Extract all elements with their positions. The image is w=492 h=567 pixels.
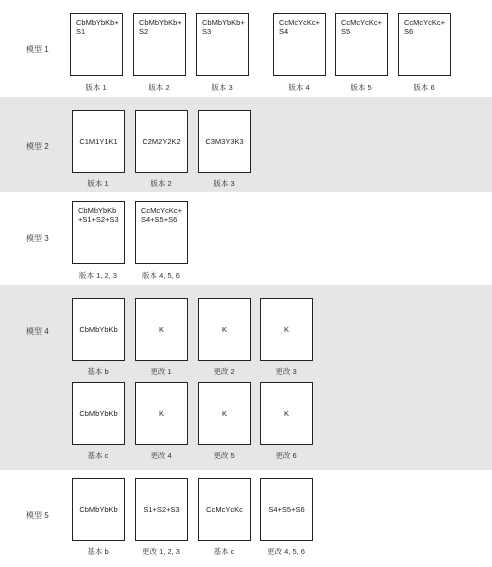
box-caption: 版本 3: [213, 179, 235, 188]
diagram-box: K: [135, 382, 188, 445]
box-caption: 更改 5: [213, 451, 235, 460]
diagram-box: CbMbYbKb: [72, 298, 125, 361]
row-label-model-3: 模型 3: [26, 234, 49, 243]
box-caption: 版本 4: [288, 83, 310, 92]
box-caption: 更改 4: [150, 451, 172, 460]
box-caption: 版本 4, 5, 6: [142, 271, 180, 280]
box-caption: 基本 b: [87, 367, 109, 376]
diagram-box: K: [198, 298, 251, 361]
diagram-box: K: [260, 382, 313, 445]
box-caption: 更改 3: [275, 367, 297, 376]
diagram-box: S1+S2+S3: [135, 478, 188, 541]
box-caption: 更改 1: [150, 367, 172, 376]
box-caption: 更改 4, 5, 6: [267, 547, 305, 556]
diagram-box: CcMcYcKc+ S4+S5+S6: [135, 201, 188, 264]
box-caption: 基本 c: [213, 547, 235, 556]
diagram-box: K: [135, 298, 188, 361]
diagram-box: K: [198, 382, 251, 445]
box-caption: 版本 1: [87, 179, 109, 188]
diagram-box: CcMcYcKc+ S5: [335, 13, 388, 76]
box-caption: 版本 1, 2, 3: [79, 271, 117, 280]
diagram-box: C3M3Y3K3: [198, 110, 251, 173]
diagram-box: CbMbYbKb: [72, 478, 125, 541]
box-caption: 更改 2: [213, 367, 235, 376]
diagram-box: CbMbYbKb+ S1: [70, 13, 123, 76]
diagram-box: CbMbYbKb+ S3: [196, 13, 249, 76]
diagram-box: S4+S5+S6: [260, 478, 313, 541]
box-caption: 版本 5: [350, 83, 372, 92]
box-caption: 版本 1: [85, 83, 107, 92]
row-label-model-5: 模型 5: [26, 511, 49, 520]
diagram-box: CbMbYbKb+ S2: [133, 13, 186, 76]
box-caption: 基本 b: [87, 547, 109, 556]
diagram-box: CbMbYbKb +S1+S2+S3: [72, 201, 125, 264]
diagram-box: K: [260, 298, 313, 361]
row-label-model-4: 模型 4: [26, 327, 49, 336]
box-caption: 更改 1, 2, 3: [142, 547, 180, 556]
diagram-box: CcMcYcKc+ S4: [273, 13, 326, 76]
diagram-box: CcMcYcKc: [198, 478, 251, 541]
diagram-box: C1M1Y1K1: [72, 110, 125, 173]
row-label-model-2: 模型 2: [26, 142, 49, 151]
box-caption: 版本 6: [413, 83, 435, 92]
diagram-box: CcMcYcKc+ S6: [398, 13, 451, 76]
diagram-box: C2M2Y2K2: [135, 110, 188, 173]
row-label-model-1: 模型 1: [26, 45, 49, 54]
box-caption: 版本 3: [211, 83, 233, 92]
box-caption: 版本 2: [148, 83, 170, 92]
diagram-box: CbMbYbKb: [72, 382, 125, 445]
box-caption: 版本 2: [150, 179, 172, 188]
box-caption: 基本 c: [87, 451, 109, 460]
box-caption: 更改 6: [275, 451, 297, 460]
